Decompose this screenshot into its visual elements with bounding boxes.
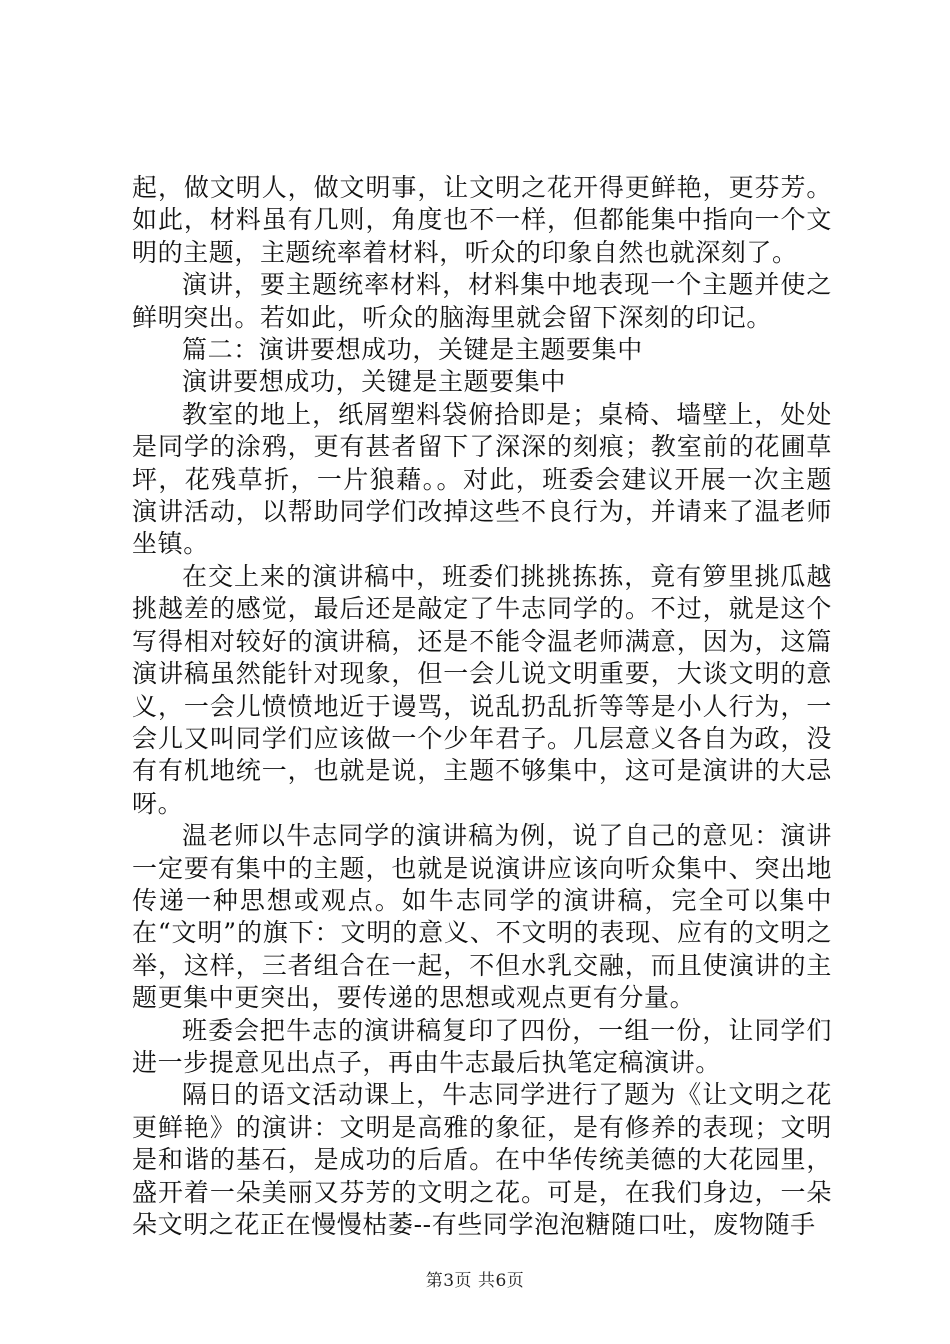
section-heading: 篇二：演讲要想成功，关键是主题要集中: [182, 335, 643, 365]
paragraph: 在交上来的演讲稿中，班委们挑挑拣拣，竟有箩里挑瓜越挑越差的感觉，最后还是敲定了牛志同学的。不过，就是这个写得相对较好的演讲稿，还是不能令温老师满意，因为，这篇演讲稿虽然能针对现象，但一会儿说文明重要，大谈文明的意义，一会儿愤愤地近于谩骂，说乱扔乱折等等是小人行为，一会儿又叫同学们应该做一个少年君子。几层意义各自为政，没有有机地统一，也就是说，主题不够集中，这可是演讲的大忌呀。: [132, 561, 832, 818]
page-number-footer: 第3页 共6页: [425, 1271, 525, 1291]
paragraph: 温老师以牛志同学的演讲稿为例，说了自己的意见：演讲一定要有集中的主题，也就是说演讲应该向听众集中、突出地传递一种思想或观点。如牛志同学的演讲稿，完全可以集中在“文明”的旗下：文明的意义、不文明的表现、应有的文明之举，这样，三者组合在一起，不但水乳交融，而且使演讲的主题更集中更突出，要传递的思想或观点更有分量。: [132, 821, 832, 1013]
paragraph: 演讲，要主题统率材料，材料集中地表现一个主题并使之鲜明突出。若如此，听众的脑海里就会留下深刻的印记。: [132, 270, 832, 332]
document-body: [132, 172, 832, 1241]
paragraph: 起，做文明人，做文明事，让文明之花开得更鲜艳，更芬芳。如此，材料虽有几则，角度也不一样，但都能集中指向一个文明的主题，主题统率着材料，听众的印象自然也就深刻了。: [132, 173, 832, 267]
article-title: 演讲要想成功，关键是主题要集中: [182, 367, 567, 397]
paragraph: 教室的地上，纸屑塑料袋俯拾即是；桌椅、墙壁上，处处是同学的涂鸦，更有甚者留下了深深的刻痕；教室前的花圃草坪，花残草折，一片狼藉。。对此，班委会建议开展一次主题演讲活动，以帮助同学们改掉这些不良行为，并请来了温老师坐镇。: [132, 399, 832, 559]
paragraph: 班委会把牛志的演讲稿复印了四份，一组一份，让同学们进一步提意见出点子，再由牛志最后执笔定稿演讲。: [132, 1015, 832, 1077]
paragraph: 隔日的语文活动课上，牛志同学进行了题为《让文明之花更鲜艳》的演讲：文明是高雅的象征，是有修养的表现；文明是和谐的基石，是成功的后盾。在中华传统美德的大花园里，盛开着一朵美丽又芬芳的文明之花。可是，在我们身边，一朵朵文明之花正在慢慢枯萎--有些同学泡泡糖随口吐，废物随手: [132, 1080, 832, 1239]
